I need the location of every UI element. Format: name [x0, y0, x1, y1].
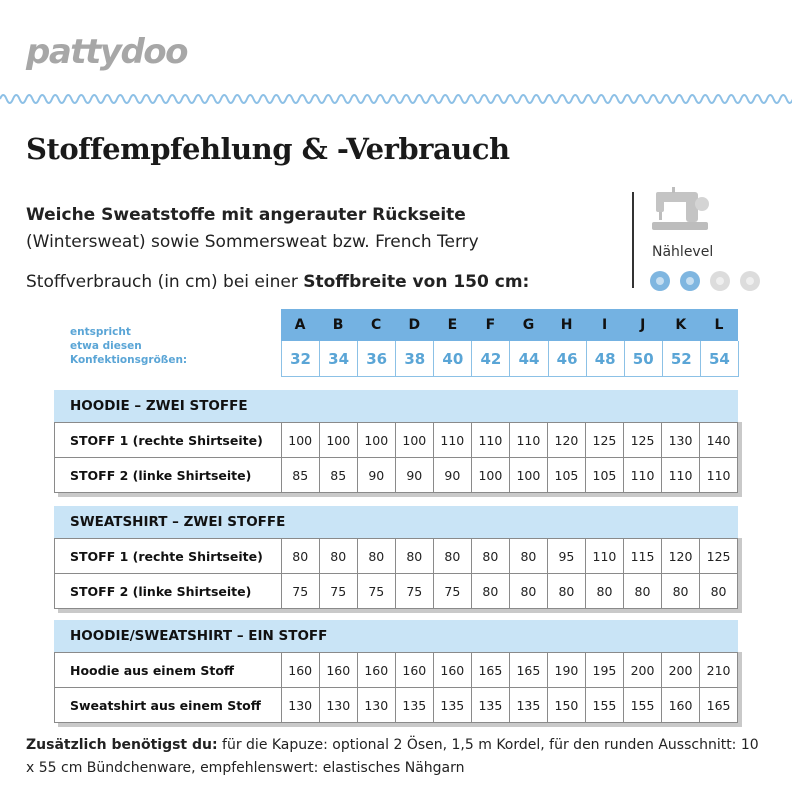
usage-bold: Stoffbreite von 150 cm: [303, 272, 530, 292]
table-cell: 80 [548, 574, 586, 608]
table-cell: 130 [662, 423, 700, 457]
size-letter: H [548, 309, 586, 341]
size-number: 32 [282, 341, 320, 377]
table-cell: 90 [358, 458, 396, 492]
table-cell: 75 [358, 574, 396, 608]
table-shadow [58, 493, 738, 497]
table-shadow [738, 652, 742, 727]
size-number: 34 [320, 341, 358, 377]
table-cell: 160 [396, 653, 434, 687]
table-cell: 85 [320, 458, 358, 492]
brand-logo: pattydoo [26, 32, 188, 72]
size-number: 54 [701, 341, 739, 377]
sewing-level-label: Nählevel [652, 244, 714, 260]
table-cell: 160 [434, 653, 472, 687]
section-rows [54, 538, 738, 609]
table-cell: 100 [396, 423, 434, 457]
page-title: Stoffempfehlung & -Verbrauch [26, 132, 510, 166]
table-shadow [738, 422, 742, 497]
table-cell: 80 [472, 574, 510, 608]
table-cell: 115 [624, 539, 662, 573]
size-letter: J [624, 309, 662, 341]
table-cell: 140 [700, 423, 738, 457]
table-cell: 155 [586, 688, 624, 722]
fabric-usage-line [26, 272, 529, 292]
table-cell: 100 [358, 423, 396, 457]
fabric-recommendation-bold: Weiche Sweatstoffe mit angerauter Rückseite [26, 205, 466, 225]
size-letter: I [586, 309, 624, 341]
size-note [70, 325, 187, 367]
table-cell: 160 [320, 653, 358, 687]
table-cell: 80 [510, 574, 548, 608]
table-cell: 135 [472, 688, 510, 722]
section-title: HOODIE – ZWEI STOFFE [54, 390, 738, 422]
table-cell: 135 [396, 688, 434, 722]
table-shadow [58, 723, 738, 727]
section-rows [54, 652, 738, 723]
table-cell: 80 [358, 539, 396, 573]
table-cell: 165 [472, 653, 510, 687]
table-cell: 80 [472, 539, 510, 573]
table-row [54, 688, 738, 723]
additional-materials-note [26, 734, 766, 780]
table-shadow [738, 538, 742, 613]
table-cell: 80 [396, 539, 434, 573]
table-cell: 130 [320, 688, 358, 722]
table-cell: 100 [282, 423, 320, 457]
size-number: 48 [587, 341, 625, 377]
table-cell: 150 [548, 688, 586, 722]
fabric-section [54, 390, 738, 497]
button-icon [650, 271, 670, 291]
table-cell: 130 [282, 688, 320, 722]
size-letter: A [281, 309, 319, 341]
table-cell: 165 [700, 688, 738, 722]
row-label: Sweatshirt aus einem Stoff [55, 688, 282, 722]
table-cell: 160 [282, 653, 320, 687]
size-letter: F [471, 309, 509, 341]
table-cell: 100 [320, 423, 358, 457]
row-label: STOFF 2 (linke Shirtseite) [55, 574, 282, 608]
size-letter: B [319, 309, 357, 341]
table-row [54, 458, 738, 493]
button-icon [710, 271, 730, 291]
row-label: STOFF 2 (linke Shirtseite) [55, 458, 282, 492]
table-cell: 85 [282, 458, 320, 492]
table-cell: 105 [548, 458, 586, 492]
row-label: STOFF 1 (rechte Shirtseite) [55, 423, 282, 457]
table-cell: 80 [510, 539, 548, 573]
table-cell: 110 [472, 423, 510, 457]
size-number: 52 [663, 341, 701, 377]
footer-bold: Zusätzlich benötigst du: [26, 737, 218, 753]
table-cell: 125 [586, 423, 624, 457]
table-cell: 160 [662, 688, 700, 722]
table-cell: 90 [434, 458, 472, 492]
size-note-line: entspricht [70, 326, 131, 338]
table-cell: 160 [358, 653, 396, 687]
table-cell: 80 [586, 574, 624, 608]
row-label: STOFF 1 (rechte Shirtseite) [55, 539, 282, 573]
size-letter: C [357, 309, 395, 341]
size-note-line: etwa diesen [70, 340, 142, 352]
size-letter: E [433, 309, 471, 341]
table-cell: 135 [510, 688, 548, 722]
table-cell: 100 [472, 458, 510, 492]
table-cell: 125 [700, 539, 738, 573]
table-cell: 75 [282, 574, 320, 608]
button-icon [740, 271, 760, 291]
table-cell: 125 [624, 423, 662, 457]
table-cell: 120 [548, 423, 586, 457]
table-cell: 120 [662, 539, 700, 573]
size-number: 46 [549, 341, 587, 377]
section-rows [54, 422, 738, 493]
fabric-section [54, 620, 738, 727]
wave-divider [0, 88, 792, 110]
table-cell: 75 [434, 574, 472, 608]
table-cell: 195 [586, 653, 624, 687]
footer-text: für die Kapuze: optional 2 Ösen, 1,5 m Kordel, für den runden Ausschnitt: 10 x 55 cm Bündchenware, empfehlenswert: elastisches Nähgarn [26, 737, 759, 776]
button-icon [680, 271, 700, 291]
size-number: 42 [472, 341, 510, 377]
table-cell: 80 [662, 574, 700, 608]
row-label: Hoodie aus einem Stoff [55, 653, 282, 687]
table-cell: 110 [510, 423, 548, 457]
fabric-section [54, 506, 738, 613]
table-cell: 95 [548, 539, 586, 573]
level-divider [632, 192, 634, 288]
sewing-machine-icon [652, 186, 712, 234]
table-cell: 80 [700, 574, 738, 608]
table-shadow [58, 609, 738, 613]
table-cell: 110 [662, 458, 700, 492]
size-letter: L [700, 309, 738, 341]
sewing-level-indicator [650, 271, 760, 291]
size-number: 40 [434, 341, 472, 377]
table-cell: 190 [548, 653, 586, 687]
table-cell: 110 [700, 458, 738, 492]
table-cell: 110 [586, 539, 624, 573]
section-title: HOODIE/SWEATSHIRT – EIN STOFF [54, 620, 738, 652]
table-row [54, 653, 738, 688]
table-cell: 105 [586, 458, 624, 492]
usage-prefix: Stoffverbrauch (in cm) bei einer [26, 272, 304, 292]
size-number: 50 [625, 341, 663, 377]
table-row [54, 539, 738, 574]
size-note-line: Konfektionsgrößen: [70, 354, 188, 366]
fabric-recommendation-text: (Wintersweat) sowie Sommersweat bzw. French Terry [26, 232, 479, 252]
size-number: 44 [510, 341, 548, 377]
table-cell: 210 [700, 653, 738, 687]
table-cell: 165 [510, 653, 548, 687]
table-cell: 75 [320, 574, 358, 608]
table-cell: 110 [434, 423, 472, 457]
table-cell: 130 [358, 688, 396, 722]
size-numbers-row [281, 341, 739, 377]
table-cell: 110 [624, 458, 662, 492]
table-cell: 155 [624, 688, 662, 722]
size-letter: D [395, 309, 433, 341]
size-header [281, 309, 739, 377]
section-title: SWEATSHIRT – ZWEI STOFFE [54, 506, 738, 538]
size-letter: K [662, 309, 700, 341]
table-row [54, 574, 738, 609]
table-cell: 80 [282, 539, 320, 573]
table-cell: 90 [396, 458, 434, 492]
table-cell: 80 [320, 539, 358, 573]
size-number: 36 [358, 341, 396, 377]
table-cell: 200 [662, 653, 700, 687]
size-letters-row [281, 309, 739, 341]
table-row [54, 423, 738, 458]
size-number: 38 [396, 341, 434, 377]
table-cell: 80 [624, 574, 662, 608]
size-letter: G [509, 309, 547, 341]
table-cell: 200 [624, 653, 662, 687]
table-cell: 135 [434, 688, 472, 722]
table-cell: 100 [510, 458, 548, 492]
table-cell: 80 [434, 539, 472, 573]
table-cell: 75 [396, 574, 434, 608]
